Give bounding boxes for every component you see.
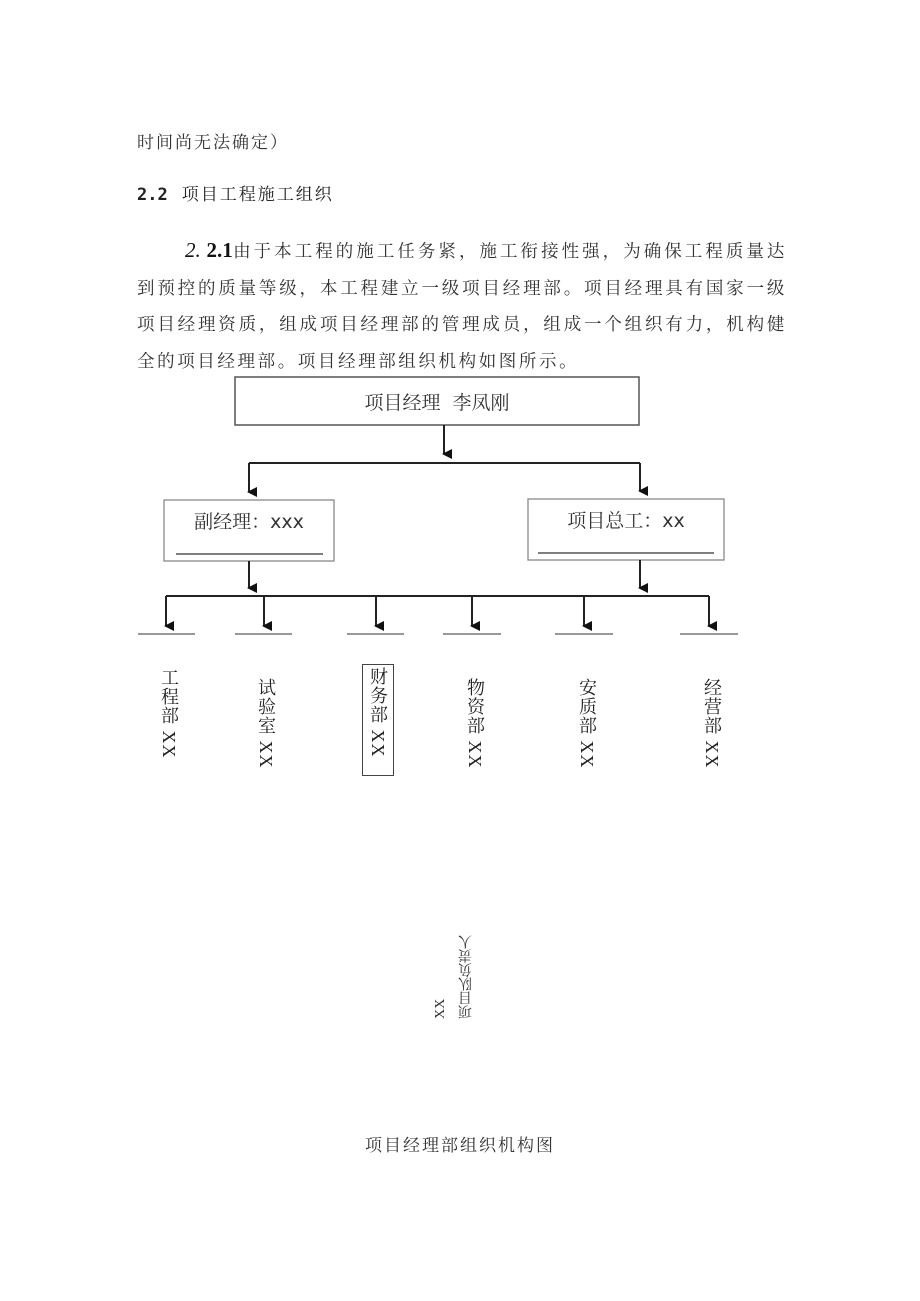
continued-text-line: 时间尚无法确定） bbox=[137, 133, 289, 153]
team-leader-block bbox=[433, 935, 477, 1019]
dept-safety-quality: 安质部 XX bbox=[577, 678, 597, 769]
deputy-manager-label: 副经理：xxx bbox=[194, 510, 304, 533]
team-leader-name: XX bbox=[433, 998, 448, 1019]
dept-business: 经营部 XX bbox=[702, 678, 722, 769]
deputy-manager-box bbox=[164, 500, 334, 540]
dept-materials: 物资部 XX bbox=[465, 678, 485, 769]
project-manager-box bbox=[235, 377, 639, 425]
team-leader-title: 项目队负责人 bbox=[459, 935, 474, 1019]
paragraph-number-prefix: 2. bbox=[185, 238, 201, 262]
dept-finance: 财务部 XX bbox=[362, 664, 394, 776]
dept-engineering: 工程部 XX bbox=[159, 668, 179, 759]
chief-engineer-box bbox=[528, 499, 724, 539]
paragraph-text: 由于本工程的施工任务紧，施工衔接性强，为确保工程质量达到预控的质量等级，本工程建立一级项目经理部。项目经理具有国家一级项目经理资质，组成项目经理部的管理成员，组成一个组织有力，机构健全的项目经理部。项目经理部组织机构如图所示。 bbox=[137, 242, 788, 372]
paragraph-number-main: 2.1 bbox=[206, 238, 233, 262]
chief-engineer-label: 项目总工：xx bbox=[567, 509, 685, 532]
dept-laboratory: 试验室 XX bbox=[256, 678, 276, 769]
section-number: 2.2 bbox=[137, 185, 168, 205]
project-manager-label: 项目经理 李凤刚 bbox=[364, 391, 510, 414]
figure-caption: 项目经理部组织机构图 bbox=[365, 1136, 555, 1156]
section-title: 项目工程施工组织 bbox=[181, 185, 334, 205]
